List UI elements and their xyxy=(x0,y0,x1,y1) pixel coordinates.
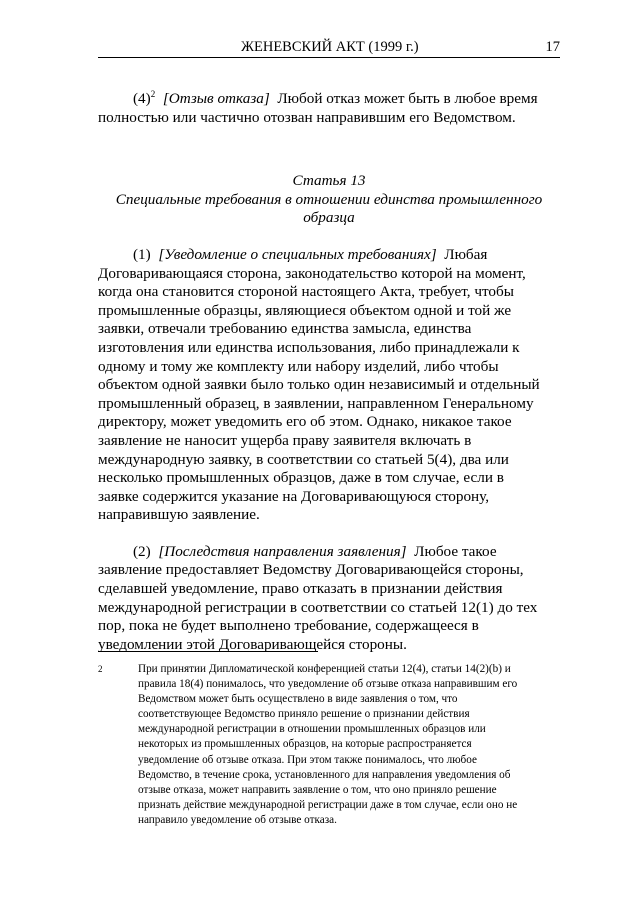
footnote-line: Ведомство, в течение срока, установленного для направления уведомления об xyxy=(138,768,511,781)
page-body xyxy=(98,90,560,654)
header-rule xyxy=(98,57,560,58)
section-text-line: промышленный образец, в заявлении, направленном Генеральному xyxy=(98,394,534,412)
section-text-line: изготовления или единства использования, либо принадлежали к xyxy=(98,338,520,356)
section-text-line: международной регистрации в соответствии со статьей 12(1) до тех xyxy=(98,598,538,616)
page-number: 17 xyxy=(545,39,560,55)
section-text-line: промышленные образцы, являющиеся объектом одной и той же xyxy=(98,301,512,319)
section-number: (1) xyxy=(133,245,151,263)
section-text-line: несколько промышленных образцов, даже в том случае, если в xyxy=(98,469,504,487)
section-text-line: международную заявку, в соответствии со статьей 5(4), два или xyxy=(98,450,509,468)
section-number: (2) xyxy=(133,542,151,560)
section-text-line: объектом одной заявки было только один независимый и отдельный xyxy=(98,376,540,394)
section-text-line: заявке содержится указание на Договаривающуюся сторону, xyxy=(98,487,490,505)
footnote-line: международной регистрации в отношении промышленных образцов или xyxy=(138,723,486,736)
footnote-ref[interactable]: 2 xyxy=(150,89,156,99)
section-text-line: уведомлении этой Договаривающейся стороны. xyxy=(98,635,407,653)
footnote-line: некоторых из промышленных образцов, на которые распространяется xyxy=(138,738,472,751)
article-subtitle-line: Специальные требования в отношении единства промышленного xyxy=(115,190,543,208)
section-text-line: одному и тому же комплекту или набору изделий, либо чтобы xyxy=(98,357,499,375)
section-text-line: Любое такое xyxy=(414,542,497,560)
section-heading: [Уведомление о специальных требованиях] xyxy=(158,245,437,263)
footnote-line: При принятии Дипломатической конференцией статьи 12(4), статьи 14(2)(b) и xyxy=(138,663,511,675)
header-title: ЖЕНЕВСКИЙ АКТ (1999 г.) xyxy=(241,39,419,55)
footnote-line: Ведомством может быть осуществлено в виде заявления о том, что xyxy=(138,693,458,706)
section-2 xyxy=(98,543,560,655)
section-text-line: Любая xyxy=(444,245,488,263)
section-1 xyxy=(98,246,560,525)
footnote-line: направило уведомление об отзыве отказа. xyxy=(138,813,337,826)
footnote-line: правила 18(4) понималось, что уведомление об отзыве отказа направившим его xyxy=(138,678,518,691)
footnote-text xyxy=(138,662,558,828)
section-text-line: направившую заявление. xyxy=(98,506,260,524)
paragraph-heading: [Отзыв отказа] xyxy=(162,90,270,107)
footnote-line: признать действие международной регистрации даже в том случае, если оно не xyxy=(138,798,518,811)
section-text-line: сделавшей уведомление, право отказать в признании действия xyxy=(98,580,503,598)
section-text-line: заявление не наносит ущерба праву заявителя включать в xyxy=(98,431,472,449)
footnote-line: отзыве отказа, может направить заявление о том, что оно приняло решение xyxy=(138,783,497,796)
paragraph-text-line: полностью или частично отозван направившим его Ведомством. xyxy=(98,108,516,126)
section-text-line: Договаривающаяся сторона, законодательство которой на момент, xyxy=(98,264,526,282)
paragraph-4 xyxy=(98,90,560,127)
article-title: Статья 13 xyxy=(292,172,366,190)
section-text-line: когда она становится стороной настоящего Акта, требует, чтобы xyxy=(98,283,514,301)
footnote-line: соответствующее Ведомство приняло решение о признании действия xyxy=(138,708,470,721)
section-text-line: заявление предоставляет Ведомству Договаривающейся стороны, xyxy=(98,561,524,579)
section-text-line: заявки, отвечали требованию единства замысла, единства xyxy=(98,320,472,338)
section-heading: [Последствия направления заявления] xyxy=(158,542,407,560)
paragraph-number: (4) xyxy=(133,90,151,107)
footnote-line: уведомление об отзыве отказа. При этом также понималось, что любое xyxy=(138,753,477,766)
footnote-mark: 2 xyxy=(98,664,103,674)
section-text-line: пор, пока не будет выполнено требование, содержащееся в xyxy=(98,617,479,635)
article-subtitle-line: образца xyxy=(303,209,355,227)
footnote-separator xyxy=(98,651,318,652)
section-text-line: директору, может уведомить его об этом. Однако, никакое такое xyxy=(98,413,512,431)
paragraph-text-line: Любой отказ может быть в любое время xyxy=(277,90,538,107)
